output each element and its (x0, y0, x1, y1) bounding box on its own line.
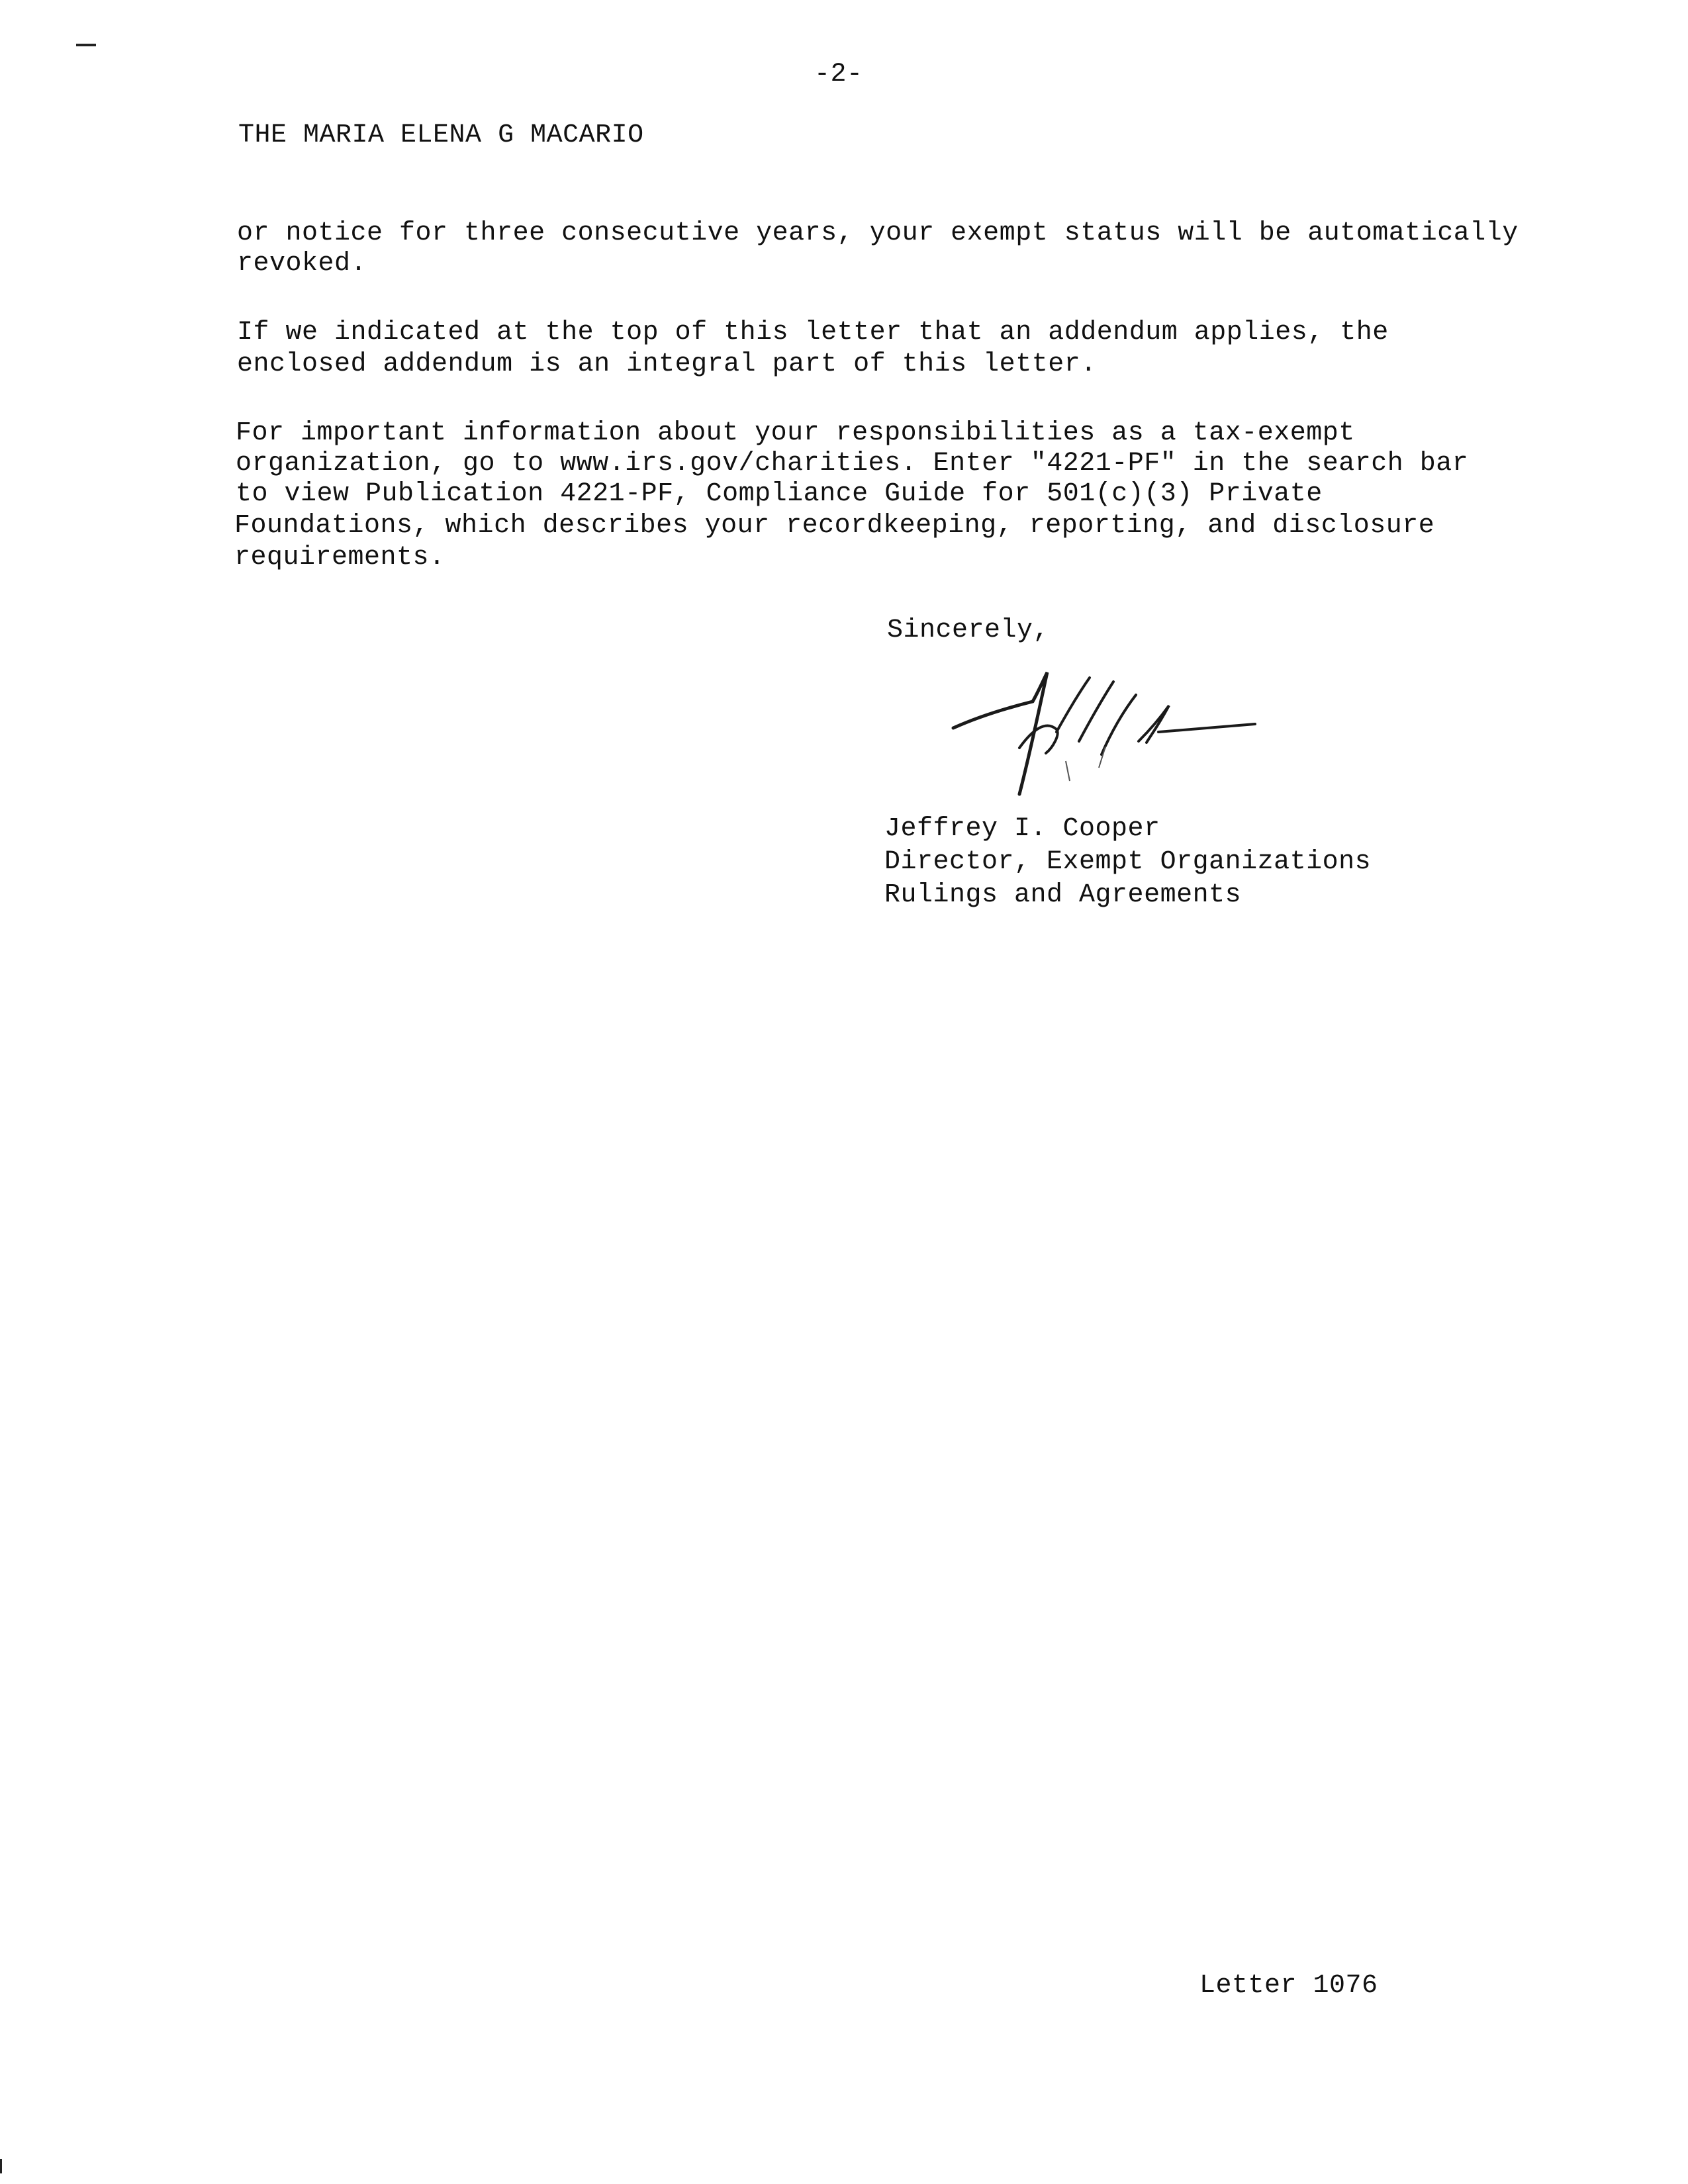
paragraph-line: requirements. (234, 543, 445, 572)
scan-mark-top-left (76, 44, 96, 46)
paragraph-line: If we indicated at the top of this letter that an addendum applies, the (237, 318, 1389, 347)
signer-title: Director, Exempt Organizations (884, 847, 1372, 877)
letter-number: Letter 1076 (1199, 1971, 1378, 2001)
paragraph-line: to view Publication 4221-PF, Compliance Guide for 501(c)(3) Private (236, 479, 1323, 509)
paragraph-line: revoked. (237, 249, 367, 279)
closing: Sincerely, (887, 615, 1050, 645)
recipient-name: THE MARIA ELENA G MACARIO (238, 120, 644, 150)
paragraph-line: Foundations, which describes your recordkeeping, reporting, and disclosure (234, 511, 1435, 541)
signature-image (940, 668, 1271, 807)
paragraph-line: organization, go to www.irs.gov/charities. Enter "4221-PF" in the search bar (236, 449, 1469, 478)
page-number: -2- (814, 60, 863, 89)
signer-name: Jeffrey I. Cooper (884, 814, 1160, 844)
scan-mark-bottom-left (0, 2159, 2, 2173)
paragraph-line: enclosed addendum is an integral part of this letter. (237, 349, 1097, 379)
paragraph-line: For important information about your responsibilities as a tax-exempt (236, 418, 1355, 448)
paragraph-line: or notice for three consecutive years, your exempt status will be automatically (237, 218, 1519, 248)
signer-title: Rulings and Agreements (884, 880, 1242, 910)
